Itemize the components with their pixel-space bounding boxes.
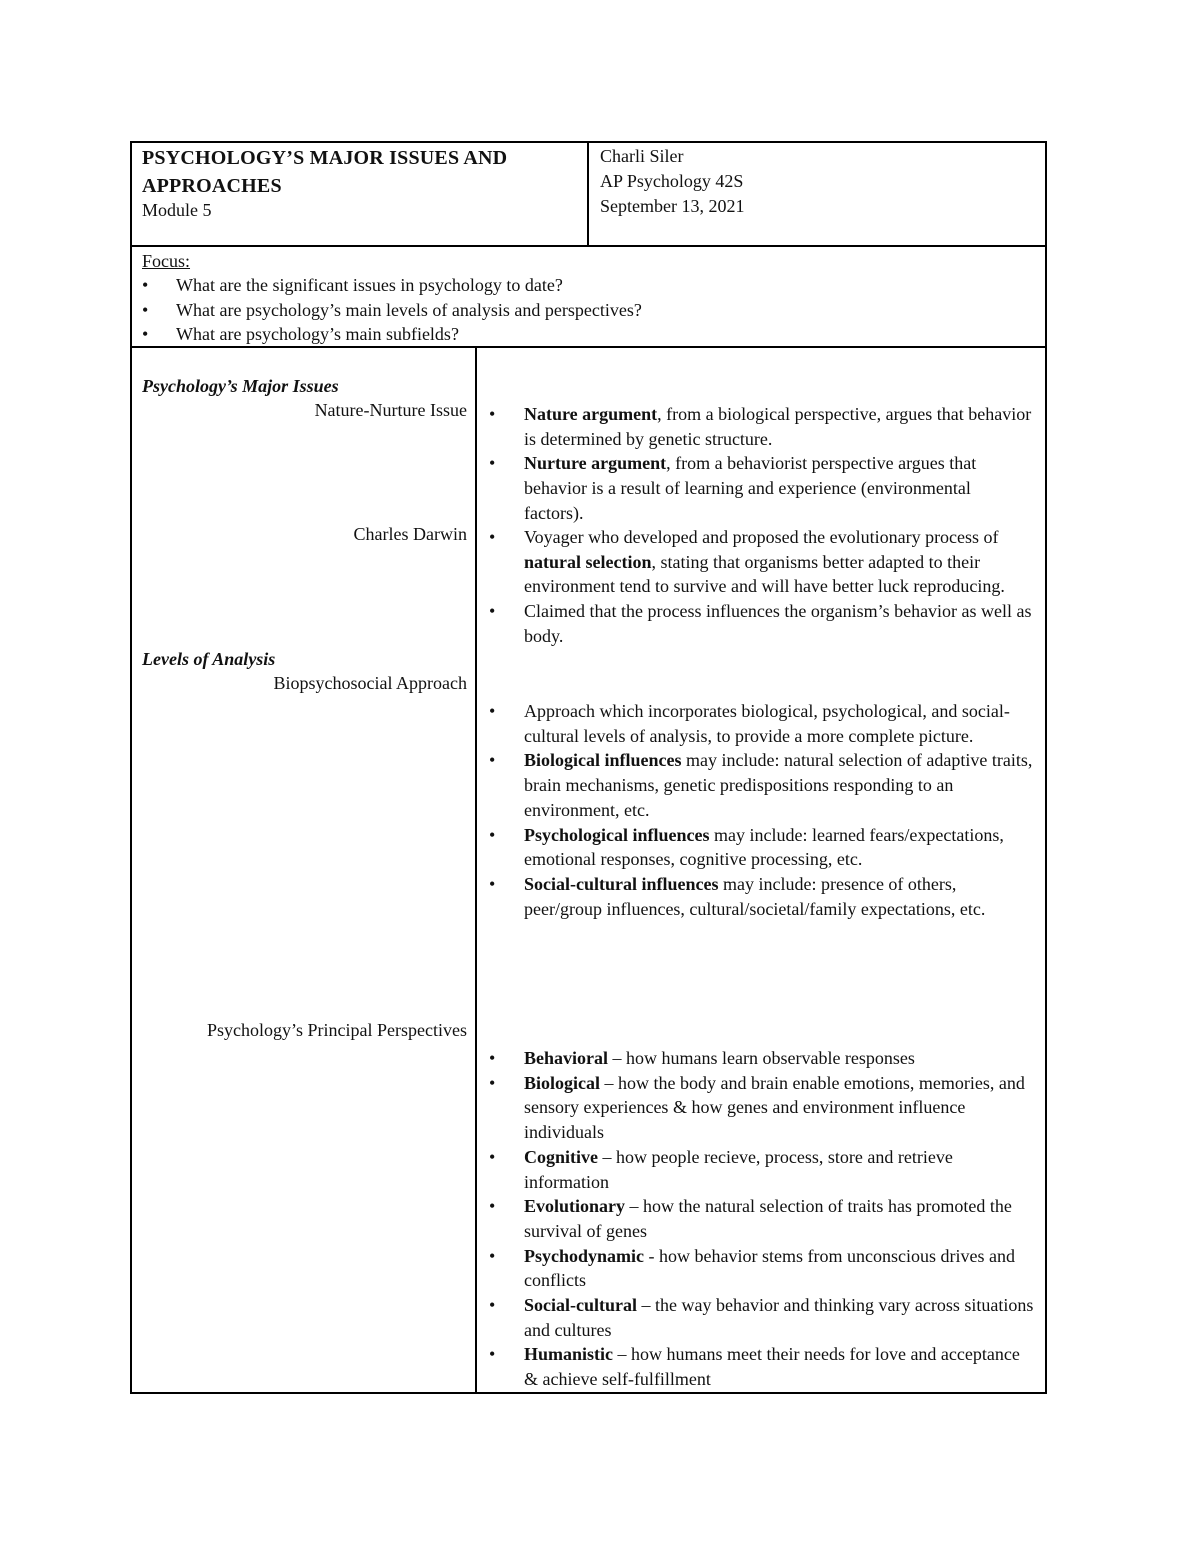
list-item: • Cognitive – how people recieve, process, store and retrieve information xyxy=(489,1146,953,1192)
bullet-icon: • xyxy=(489,1295,496,1316)
list-item: • Evolutionary – how the natural selection of traits has promoted the survival of genes xyxy=(489,1196,1012,1241)
bullet-icon: • xyxy=(489,873,496,894)
major-issues-heading: Psychology’s Major Issues xyxy=(142,376,339,396)
bullet-icon: • xyxy=(489,1048,496,1068)
list-item: • Claimed that the process influences the organism’s behavior as well as body. xyxy=(489,601,1032,646)
list-item: • Social-cultural – the way behavior and thinking vary across situations and cultures xyxy=(489,1295,1034,1340)
bullet-icon: • xyxy=(489,1072,496,1093)
biopsychosocial-term: Biopsychosocial Approach xyxy=(273,673,467,693)
bullet-icon: • xyxy=(142,299,149,320)
list-item: • Biological influences may include: natural selection of adaptive traits, brain mechanisms, genetic predispositions responding to an environment, etc. xyxy=(489,750,1033,820)
nature-nurture-notes xyxy=(489,402,1034,526)
bullet-icon: • xyxy=(489,601,496,622)
date-text: September 13, 2021 xyxy=(600,196,745,216)
page-title: PSYCHOLOGY’S MAJOR ISSUES AND APPROACHES xyxy=(142,147,508,197)
darwin-notes xyxy=(489,525,1034,649)
perspectives-notes xyxy=(489,1046,1034,1392)
bullet-icon: • xyxy=(142,324,149,344)
bullet-icon: • xyxy=(489,1146,496,1167)
bullet-icon: • xyxy=(489,453,496,474)
header-meta xyxy=(600,144,744,219)
perspectives-term: Psychology’s Principal Perspectives xyxy=(207,1020,467,1040)
bullet-icon: • xyxy=(142,275,149,295)
bullet-icon: • xyxy=(489,404,496,424)
focus-questions xyxy=(142,273,642,347)
focus-label: Focus: xyxy=(142,251,191,271)
darwin-term: Charles Darwin xyxy=(353,524,467,544)
bullet-icon: • xyxy=(489,1245,496,1266)
focus-question: • What are the significant issues in psychology to date? xyxy=(142,273,642,298)
levels-heading: Levels of Analysis xyxy=(142,649,276,669)
biopsychosocial-notes xyxy=(489,699,1034,921)
bullet-icon: • xyxy=(489,1196,496,1217)
course-name: AP Psychology 42S xyxy=(600,171,744,191)
list-item: • Nurture argument, from a behaviorist perspective argues that behavior is a result of learning and experience (environmental factors). xyxy=(489,453,977,523)
module-label: Module 5 xyxy=(142,200,212,220)
list-item: • Psychological influences may include: learned fears/expectations, emotional responses, cognitive processing, etc. xyxy=(489,824,1004,870)
list-item: • Social-cultural influences may include: presence of others, peer/group influences, cultural/societal/family expectations, etc. xyxy=(489,873,986,919)
list-item: • Behavioral – how humans learn observable responses xyxy=(489,1046,1034,1071)
focus-question: • What are psychology’s main levels of analysis and perspectives? xyxy=(142,298,642,323)
list-item: • Biological – how the body and brain enable emotions, memories, and sensory experiences & how genes and environment influence individuals xyxy=(489,1072,1025,1143)
list-item: • Humanistic – how humans meet their needs for love and acceptance & achieve self-fulfillment xyxy=(489,1344,1020,1390)
list-item: • Psychodynamic - how behavior stems from unconscious drives and conflicts xyxy=(489,1245,1015,1291)
nature-nurture-term: Nature-Nurture Issue xyxy=(314,400,467,420)
list-item: • Approach which incorporates biological, psychological, and social-cultural levels of analysis, to provide a more complete picture. xyxy=(489,701,1010,746)
list-item: • Voyager who developed and proposed the evolutionary process of natural selection, stating that organisms better adapted to their environment tend to survive and will have better luck reproducing. xyxy=(489,527,1005,597)
focus-question: • What are psychology’s main subfields? xyxy=(142,322,642,347)
bullet-icon: • xyxy=(489,824,496,845)
list-item: • Nature argument, from a biological perspective, argues that behavior is determined by genetic structure. xyxy=(489,404,1032,449)
header-column-divider xyxy=(587,141,589,247)
bullet-icon: • xyxy=(489,527,496,547)
student-name: Charli Siler xyxy=(600,146,684,166)
bullet-icon: • xyxy=(489,1344,496,1365)
notes-column-divider xyxy=(475,346,477,1394)
bullet-icon: • xyxy=(489,701,496,721)
bullet-icon: • xyxy=(489,750,496,771)
